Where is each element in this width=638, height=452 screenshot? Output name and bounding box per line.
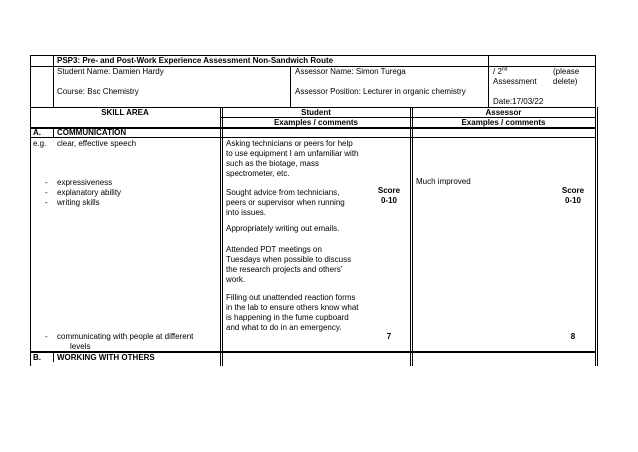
comment-line: Filling out unattended reaction forms (226, 293, 356, 302)
comment-line: and what to do in an emergency. (226, 323, 342, 332)
assessment-date: Date:17/03/22 (493, 97, 544, 106)
student-score-label: Score (377, 186, 401, 195)
col-student-sub: Examples / comments (273, 118, 359, 127)
rule-info-middle (290, 66, 291, 107)
delete-note: delete) (553, 77, 578, 86)
student-comment-3 (226, 224, 339, 234)
form-title: PSP3: Pre- and Post-Work Experience Assessment Non-Sandwich Route (57, 56, 334, 65)
comment-line: in the lab to ensure others know what (226, 303, 359, 312)
rule-student-assessor (410, 107, 411, 366)
section-a-title: COMMUNICATION (57, 128, 127, 137)
please-note: (please (553, 67, 580, 76)
assessor-name: Assessor Name: Simon Turega (295, 67, 406, 76)
col-student: Student (301, 108, 331, 117)
section-b-title: WORKING WITH OTHERS (57, 353, 155, 362)
rule-right (595, 55, 596, 366)
skill-levels-line2: levels (70, 342, 91, 351)
student-comment-2 (226, 188, 345, 218)
bullet: - (45, 178, 48, 187)
comment-line: such as the biotage, mass (226, 159, 319, 168)
assessor-comment: Much improved (416, 177, 471, 186)
bullet: - (45, 198, 48, 207)
course: Course: Bsc Chemistry (57, 87, 139, 96)
comment-line: Appropriately writing out emails. (226, 224, 340, 233)
bullet: - (45, 332, 48, 341)
assessor-position: Assessor Position: Lecturer in organic chemistry (295, 87, 466, 96)
assessment-number (493, 67, 507, 77)
assessment-word: Assessment (493, 77, 537, 86)
rule-info-right (488, 55, 489, 107)
student-comment-4 (226, 245, 351, 285)
col-assessor-sub: Examples / comments (461, 118, 546, 127)
col-assessor: Assessor (485, 108, 522, 117)
comment-line: spectrometer, etc. (226, 169, 290, 178)
rule-skill-student-double (222, 107, 223, 366)
rule-title-indent (53, 55, 54, 107)
skill-writing: writing skills (57, 198, 100, 207)
col-skill-area: SKILL AREA (101, 108, 149, 117)
skill-expressiveness: expressiveness (57, 178, 113, 187)
rule-section-b-letter (53, 352, 54, 362)
comment-line: the research projects and others’ (226, 265, 343, 274)
comment-line: work. (226, 275, 246, 284)
eg-label: e.g. (33, 139, 47, 148)
rule-skill-student (220, 107, 221, 366)
section-b-letter: B. (33, 353, 41, 362)
assessment-prefix: / 2 (493, 67, 502, 76)
comment-line: is happening in the fume cupboard (226, 313, 349, 322)
comment-line: peers or supervisor when running (226, 198, 345, 207)
assessor-score-range: 0-10 (564, 196, 581, 205)
rule-section-a-letter (53, 127, 54, 137)
assessor-score-label: Score (561, 186, 585, 195)
rule-left (30, 55, 31, 366)
student-score-value: 7 (386, 332, 392, 341)
rule-student-assessor-double (412, 107, 413, 366)
comment-line: Attended PDT meetings on (226, 245, 322, 254)
rule-right-double (597, 107, 598, 366)
comment-line: into issues. (226, 208, 267, 217)
student-name: Student Name: Damien Hardy (57, 67, 164, 76)
student-comment-5 (226, 293, 359, 333)
bullet: - (45, 188, 48, 197)
assessment-sup: nd (501, 66, 508, 73)
skill-clear-speech: clear, effective speech (57, 139, 137, 148)
skill-explanatory: explanatory ability (57, 188, 122, 197)
comment-line: Asking technicians or peers for help (226, 139, 353, 148)
student-score-range: 0-10 (380, 196, 397, 205)
skill-levels-line1: communicating with people at different (57, 332, 194, 341)
student-comment-1 (226, 139, 359, 179)
section-a-letter: A. (33, 128, 41, 137)
comment-line: to use equipment I am unfamiliar with (226, 149, 359, 158)
assessor-score-value: 8 (570, 332, 576, 341)
comment-line: Tuesdays when possible to discuss (226, 255, 352, 264)
comment-line: Sought advice from technicians, (226, 188, 340, 197)
